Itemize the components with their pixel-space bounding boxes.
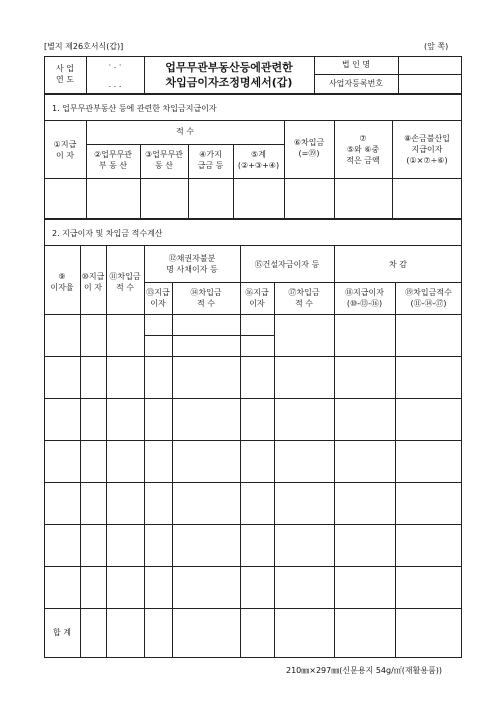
biz-reg-number-field[interactable] [399,75,461,93]
s2-col11-line2: 적 수 [116,283,134,292]
s1-col6-line2: (=⑲) [298,149,320,158]
s1-col8-line3: (①×⑦÷⑥) [406,156,448,165]
s2-col13-line1: ⑬지급 [146,288,170,297]
form-title-line-1: 업무무관부동산등에관련한 [165,61,293,74]
s2-col16-line1: ⑯지급 [245,288,269,297]
year-end-date[interactable]: . . . [108,80,122,89]
s2-group3: 차 감 [389,260,407,269]
s2-col14-line1: ⑭차입금 [190,288,222,297]
s1-col3-line1: ③업무무관 [144,150,184,159]
section2-title: 2. 지급이자 및 차입금 적수계산 [52,229,163,238]
s2-col19-line2: (⑪-⑭-⑰) [410,299,447,308]
s2-col18-line2: (⑩-⑬-⑯) [346,299,383,308]
s1-col2-line2: 부 동 산 [98,161,128,170]
s2-col9-line1: ⑨ [58,272,66,281]
business-year-label-2: 연 도 [56,75,74,84]
s2-col19-line1: ⑲차입금적수 [405,288,452,297]
form-title-line-2: 차입금이자조정명세서(갑) [165,76,293,89]
s2-group1-line1: ⑫채권자불분 [168,254,216,263]
s1-col5-line1: ⑤계 [251,150,266,159]
section1-title: 1. 업무무관부동산 등에 관련한 차입금지급이자 [52,104,217,113]
s1-col7-line3: 적은 금액 [346,156,380,165]
s1-col7-line1: ⑦ [359,134,367,143]
s2-col13-line2: 이자 [150,299,166,308]
total-row-label: 합 계 [53,628,71,637]
s2-col17-line2: 적 수 [295,299,313,308]
s2-col17-line1: ⑰차입금 [288,288,320,297]
biz-reg-number-label: 사업자등록번호 [328,79,384,88]
s1-col6-line1: ⑥차입금 [293,138,325,147]
s1-col1-line2: 이 자 [56,151,74,160]
s1-group-accumulation: 적 수 [176,127,194,136]
s2-col18-line1: ⑱지급이자 [345,288,384,297]
page-side-label: (앞 쪽) [424,42,449,51]
corp-name-field[interactable] [399,57,461,73]
s1-col2-line1: ②업무무관 [93,150,133,159]
corp-name-label: 법 인 명 [341,60,371,69]
s1-col4-line2: 급금 등 [197,161,224,170]
s1-col1-line1: ①지급 [53,140,77,149]
s2-col10-line2: 이 자 [84,283,102,292]
s1-col8-line2: 지급이자 [411,145,443,154]
business-year-label-1: 사 업 [56,64,74,73]
s1-col7-line2: ⑤와 ⑥중 [346,145,380,154]
s2-group2: ⑮건설자금이자 등 [254,260,320,269]
s1-col8-line1: ⑧손금불산입 [404,134,450,143]
s2-col16-line2: 이자 [249,299,265,308]
s1-col3-line2: 동 산 [155,161,173,170]
form-number: [별지 제26호서식(갑)] [44,42,124,51]
s2-col10-line1: ⑩지급 [81,272,105,281]
footer-paper-spec: 210㎜×297㎜(신문용지 54g/㎡(재활용품)) [286,666,443,675]
s1-col5-line2: (②+③+④) [237,161,280,170]
s1-col4-line1: ④가지 [199,150,222,159]
s2-col14-line2: 적 수 [197,299,215,308]
s2-col11-line1: ⑪차입금 [109,272,141,281]
year-start-date[interactable]: · . · [108,61,122,70]
s2-group1-line2: 명 사채이자 등 [166,265,218,274]
s2-col9-line2: 이자율 [50,283,74,292]
